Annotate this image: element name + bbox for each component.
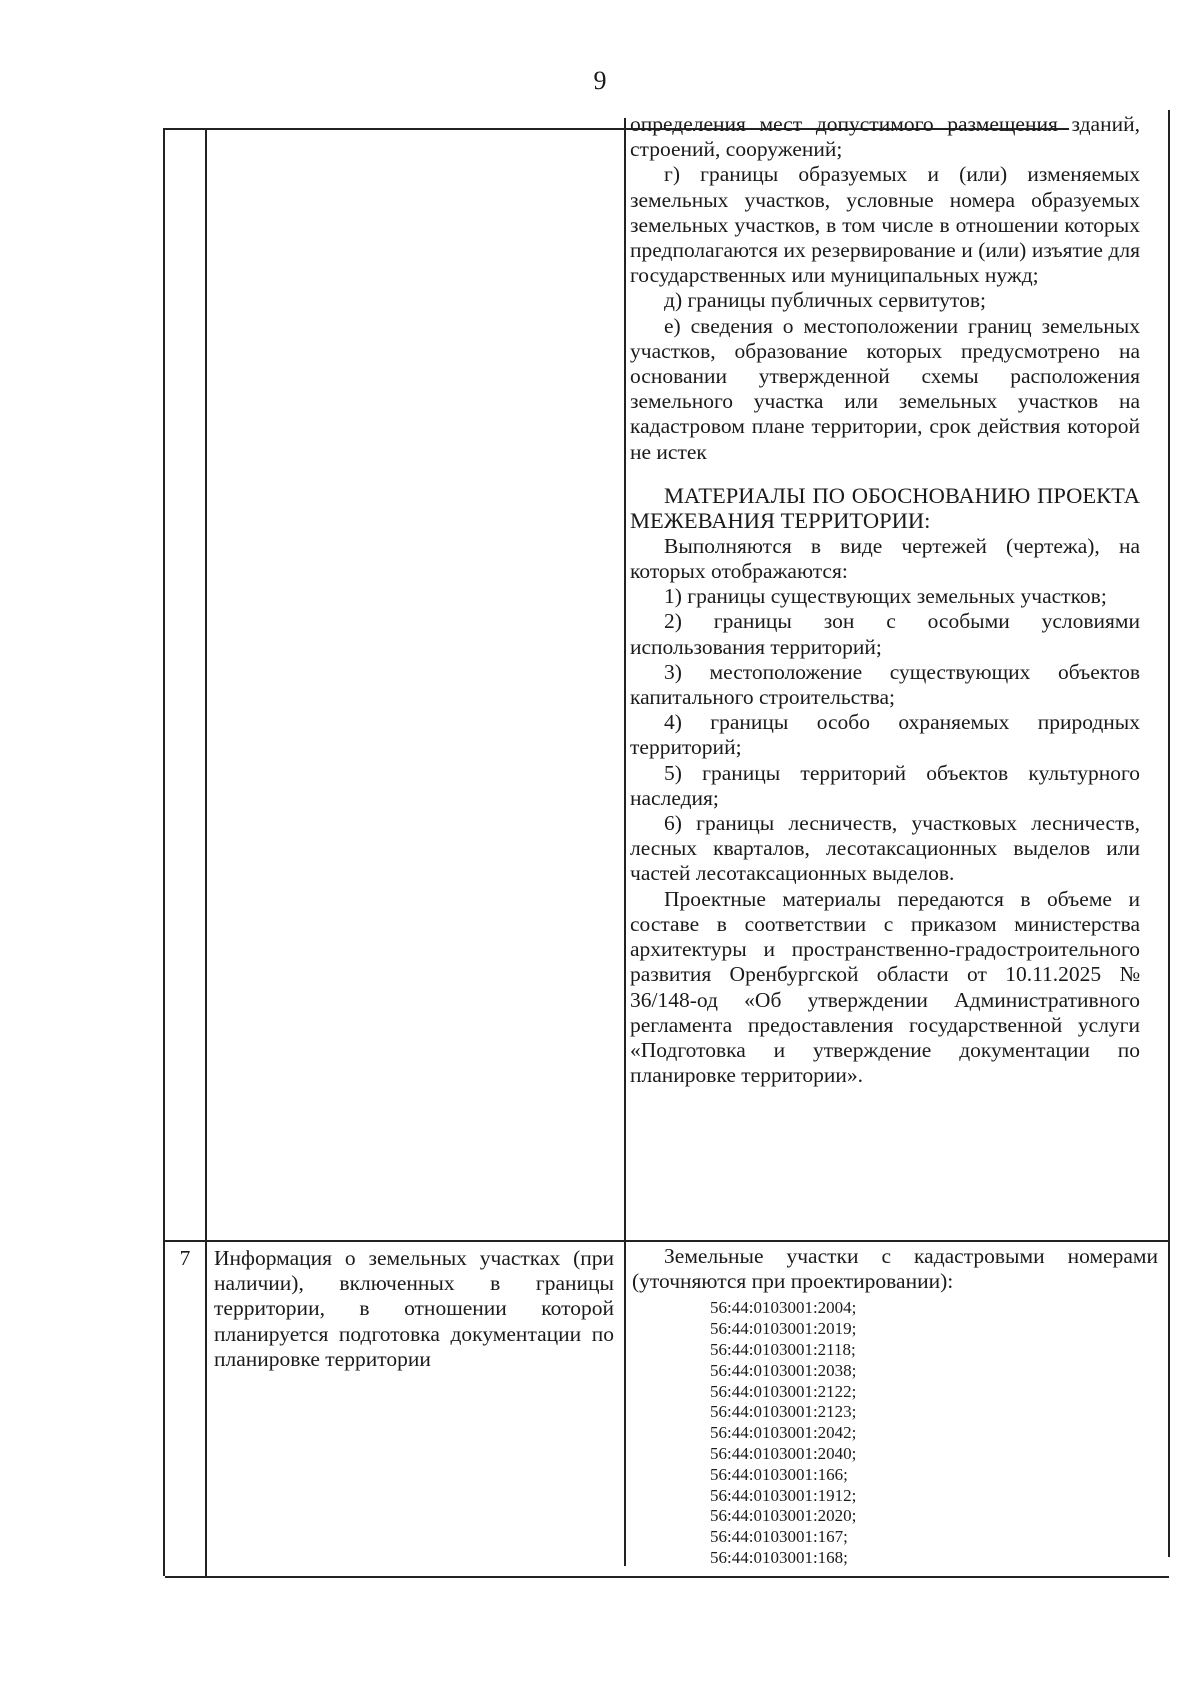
list-item-2: 2) границы зон с особыми условиями использования территорий;	[630, 609, 1140, 659]
materials-heading: МАТЕРИАЛЫ ПО ОБОСНОВАНИЮ ПРОЕКТА МЕЖЕВАНИЯ ТЕРРИТОРИИ:	[630, 482, 1140, 534]
row-7-value-cell	[632, 1244, 1158, 1569]
cadastral-number: 56:44:0103001:1912;	[710, 1485, 857, 1505]
page-number: 9	[593, 66, 607, 95]
row-7-label: Информация о земельных участках (при наличии), включенных в границы территории, в отношении которой планируется подготовка документации по планировке территории	[214, 1246, 614, 1371]
list-item-3: 3) местоположение существующих объектов капитального строительства;	[630, 659, 1140, 710]
list-item-5: 5) границы территорий объектов культурного наследия;	[630, 760, 1140, 810]
list-item-6: 6) границы лесничеств, участковых лесничеств, лесных кварталов, лесотаксационных выделов или частей лесотаксационных выделов.	[630, 811, 1140, 886]
cadastral-number: 56:44:0103001:2118;	[710, 1340, 856, 1359]
cadastral-number: 56:44:0103001:168;	[710, 1547, 848, 1567]
paragraph-d: д) границы публичных сервитутов;	[664, 288, 987, 313]
paragraph-drawings: Выполняются в виде чертежей (чертежа), на которых отображаются:	[630, 533, 1140, 584]
cadastral-number: 56:44:0103001:166;	[710, 1464, 848, 1484]
cadastral-number: 56:44:0103001:2038;	[710, 1360, 857, 1380]
cadastral-number: 56:44:0103001:2122;	[710, 1381, 857, 1401]
cadastral-number: 56:44:0103001:2019;	[710, 1319, 857, 1339]
row-number: 7	[179, 1246, 191, 1270]
cadastral-number: 56:44:0103001:167;	[710, 1527, 848, 1547]
list-item-4: 4) границы особо охраняемых природных территорий;	[630, 710, 1140, 760]
cadastral-number: 56:44:0103001:2020;	[710, 1506, 857, 1526]
cadastral-list	[632, 1298, 1158, 1568]
row-7-label-cell	[214, 1246, 614, 1372]
cadastral-number: 56:44:0103001:2040;	[710, 1443, 857, 1463]
list-item-1: 1) границы существующих земельных участков;	[664, 584, 1107, 609]
cadastral-number: 56:44:0103001:2123;	[710, 1402, 857, 1422]
paragraph-project-materials: Проектные материалы передаются в объеме и составе в соответствии с приказом министерства архитектуры и пространственно-градостроительного развития Оренбургской области от 10.11.2025 № 36/148-од «Об утверждении Административного регламента предоставления государственной услуги «Подготовка и утверждение документации по планировке территории».	[630, 886, 1140, 1088]
paragraph-g: г) границы образуемых и (или) изменяемых земельных участков, условные номера образуемых земельных участков, в том числе в отношении которых предполагаются их резервирование и (или) изъятие для государственных или муниципальных нужд;	[630, 162, 1140, 288]
cadastral-number: 56:44:0103001:2042;	[710, 1423, 857, 1443]
paragraph: определения мест допустимого размещения зданий, строений, сооружений;	[630, 112, 1140, 162]
paragraph-e: е) сведения о местоположении границ земельных участков, образование которых предусмотрено на основании утвержденной схемы расположения земельного участка или земельных участков на кадастровом плане территории, срок действия которой не истек	[630, 313, 1140, 464]
cadastral-intro: Земельные участки с кадастровыми номерами (уточняются при проектировании):	[632, 1244, 1158, 1294]
cadastral-number: 56:44:0103001:2004;	[710, 1298, 857, 1318]
